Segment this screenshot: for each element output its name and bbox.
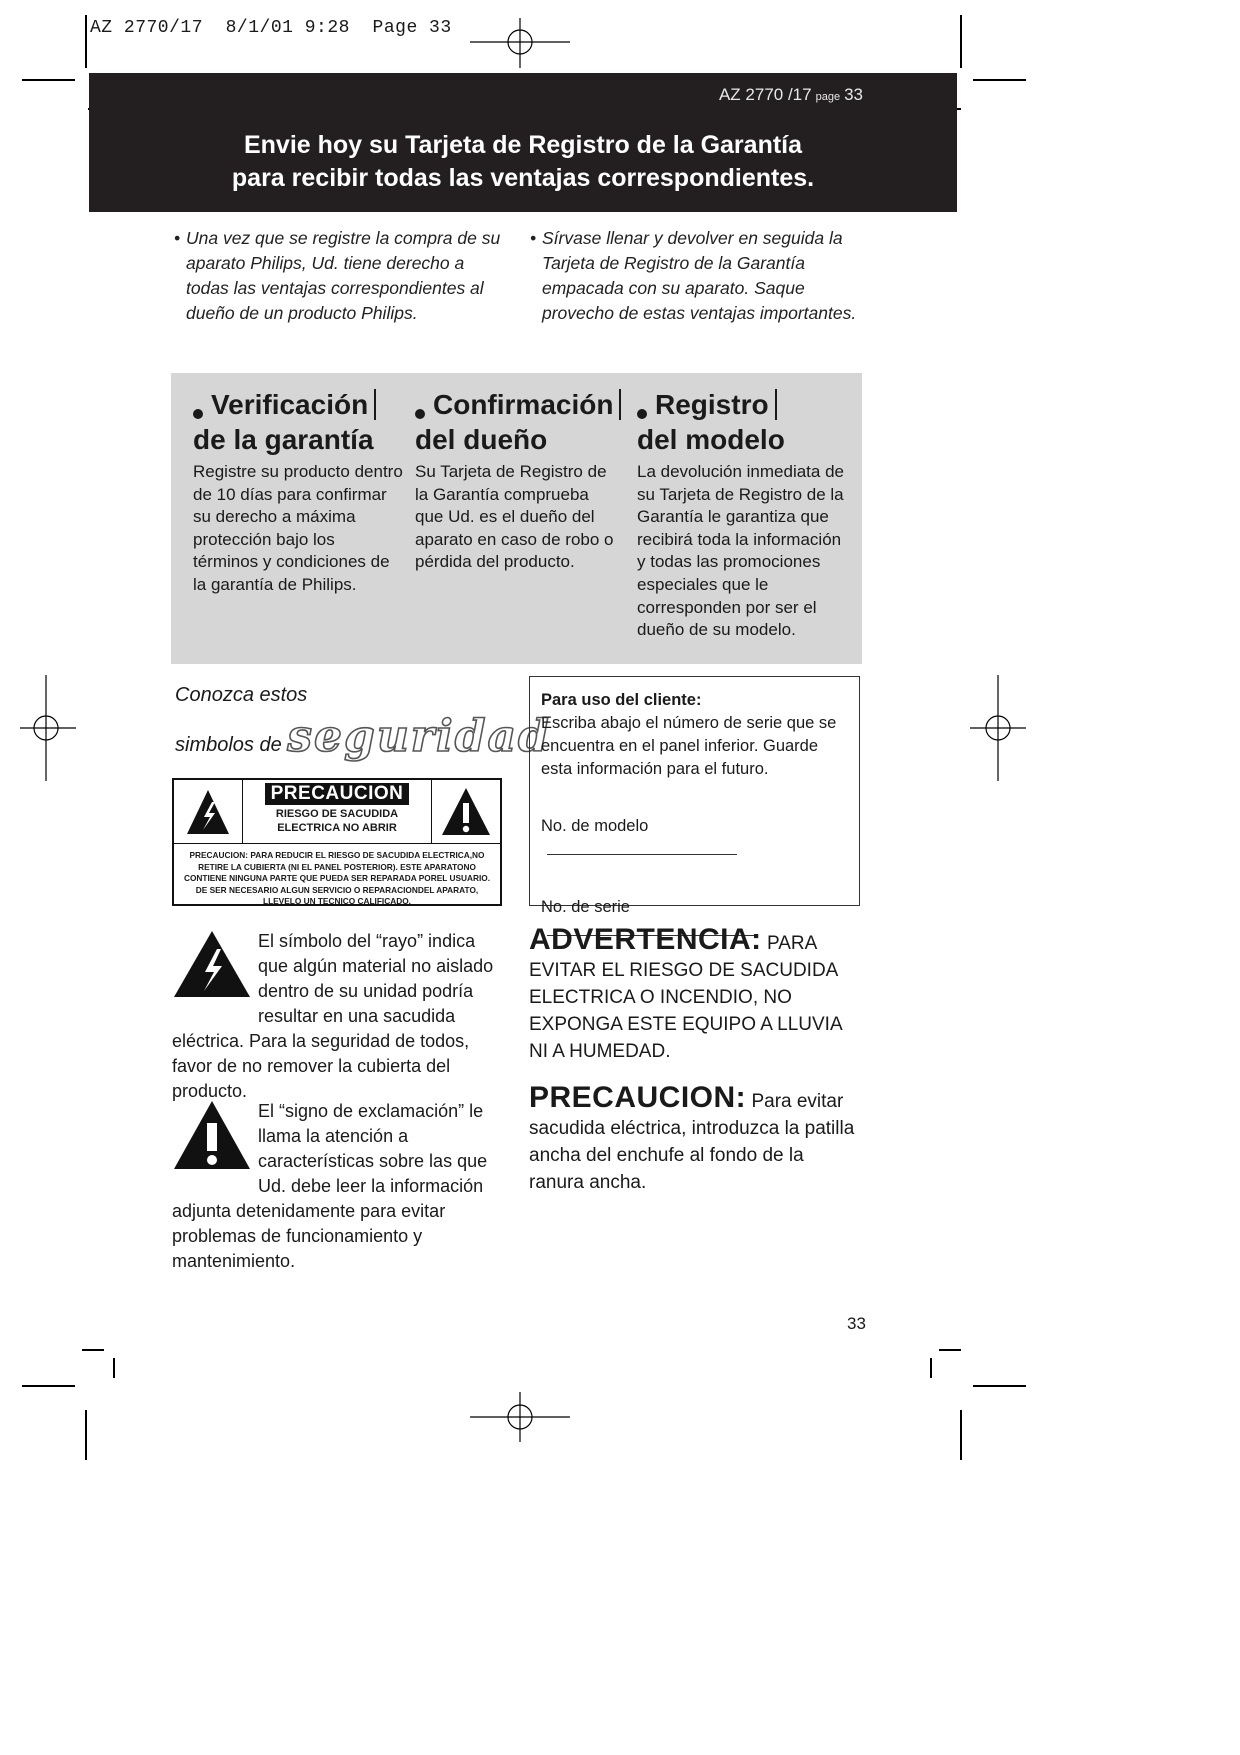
model-ref-prefix: AZ 2770 /17 bbox=[718, 85, 812, 104]
caution-label-fine-print: PRECAUCION: PARA REDUCIR EL RIESGO DE SACUDIDA ELECTRICA,NO RETIRE LA CUBIERTA (NI EL PANEL POSTERIOR). ESTE APARATONO CONTIENE NINGUNA PARTE QUE PUEDA SER REPARADA POREL USUARIO. DE SER NECESARIO ALGUN SERVICIO O REPARACIONDEL APARATO, LLEVELO UN TECNICO CALIFICADO. bbox=[183, 850, 491, 906]
benefit-registro bbox=[637, 387, 845, 642]
exclamation-explanation: El “signo de exclamación” le llama la atención a características sobre las que Ud. debe leer la información adjunta detenidamente para evitar problemas de funcionamiento y mantenimiento. bbox=[172, 1101, 488, 1271]
lightning-icon bbox=[174, 780, 243, 843]
registration-mark-left bbox=[20, 675, 76, 781]
model-number-label: No. de modelo bbox=[541, 817, 649, 835]
registration-mark-bottom bbox=[470, 1392, 570, 1442]
benefit-confirmacion bbox=[415, 387, 615, 574]
benefit-verificacion bbox=[193, 387, 403, 597]
page-title-line1: Envie hoy su Tarjeta de Registro de la Garantía bbox=[243, 131, 803, 159]
exclamation-icon bbox=[172, 1099, 254, 1179]
benefit-title: Confirmación del dueño bbox=[415, 387, 615, 457]
benefit-text: Su Tarjeta de Registro de la Garantía comprueba que Ud. es el dueño del aparato en caso de robo o pérdida del producto. bbox=[415, 462, 614, 572]
page-title bbox=[89, 129, 957, 195]
intro-bullet-left: • Una vez que se registre la compra de su aparato Philips, Ud. tiene derecho a todas las ventajas correspondientes al dueño de un producto Philips. bbox=[174, 228, 501, 323]
model-number-row bbox=[541, 815, 848, 862]
benefit-text: Registre su producto dentro de 10 días para confirmar su derecho a máxima protección bajo los términos y condiciones de la garantía de Philips. bbox=[193, 462, 403, 594]
registration-mark-right bbox=[970, 675, 1026, 781]
page-number: 33 bbox=[847, 1314, 866, 1333]
customer-info-box bbox=[529, 676, 860, 916]
page-title-line2: para recibir todas las ventajas correspondientes. bbox=[231, 164, 815, 192]
model-reference bbox=[719, 85, 863, 105]
header-banner bbox=[89, 73, 957, 212]
precaucion-text: Para evitar sacudida eléctrica, introduzca la patilla ancha del enchufe al fondo de la ranura ancha. bbox=[529, 1091, 855, 1193]
precaucion-title: PRECAUCION: bbox=[529, 1081, 747, 1114]
safety-line1: Conozca estos bbox=[175, 684, 308, 706]
caution-label bbox=[172, 778, 502, 906]
registration-mark-top bbox=[470, 18, 570, 68]
benefit-text: La devolución inmediata de su Tarjeta de Registro de la Garantía le garantiza que recibirá toda la información y todas las promociones especiales que le corresponden por ser el dueño de su modelo. bbox=[637, 462, 844, 640]
lightning-icon bbox=[172, 929, 254, 1009]
model-ref-page-word: page bbox=[815, 91, 841, 103]
lightning-explanation: El símbolo del “rayo” indica que algún material no aislado dentro de su unidad podría resultar en una sacudida eléctrica. Para la seguridad de todos, favor de no remover la cubierta del producto. bbox=[172, 931, 494, 1101]
customer-box-heading: Para uso del cliente: bbox=[541, 691, 702, 709]
precaucion-warning bbox=[529, 1081, 859, 1196]
advertencia-title: ADVERTENCIA: bbox=[529, 923, 762, 956]
intro-bullet-right: • Sírvase llenar y devolver en seguida la Tarjeta de Registro de la Garantía empacada con su aparato. Saque provecho de estas ventajas importantes. bbox=[530, 228, 857, 323]
benefits-panel bbox=[171, 373, 862, 664]
exclamation-icon bbox=[431, 780, 500, 843]
caution-label-sub: RIESGO DE SACUDIDA ELECTRICA NO ABRIR bbox=[275, 808, 399, 834]
advertencia-text: PARA EVITAR EL RIESGO DE SACUDIDA ELECTRICA O INCENDIO, NO EXPONGA ESTE EQUIPO A LLUVIA NI A HUMEDAD. bbox=[529, 933, 842, 1062]
print-slug: AZ 2770/17 8/1/01 9:28 Page 33 bbox=[90, 18, 452, 38]
benefit-title: Verificación de la garantía bbox=[193, 387, 403, 457]
model-ref-page-num: 33 bbox=[844, 85, 863, 104]
benefit-title: Registro del modelo bbox=[637, 389, 785, 455]
advertencia-warning bbox=[529, 923, 859, 1065]
safety-line2: simbolos de seguridad bbox=[175, 711, 551, 762]
serial-number-label: No. de serie bbox=[541, 898, 630, 916]
safety-heading bbox=[175, 674, 551, 766]
seguridad-word: seguridad bbox=[287, 711, 551, 762]
customer-box-text: Escriba abajo el número de serie que se encuentra en el panel inferior. Guarde esta información para el futuro. bbox=[541, 714, 837, 778]
model-number-field[interactable] bbox=[547, 838, 737, 855]
caution-label-title: PRECAUCION bbox=[265, 783, 410, 805]
